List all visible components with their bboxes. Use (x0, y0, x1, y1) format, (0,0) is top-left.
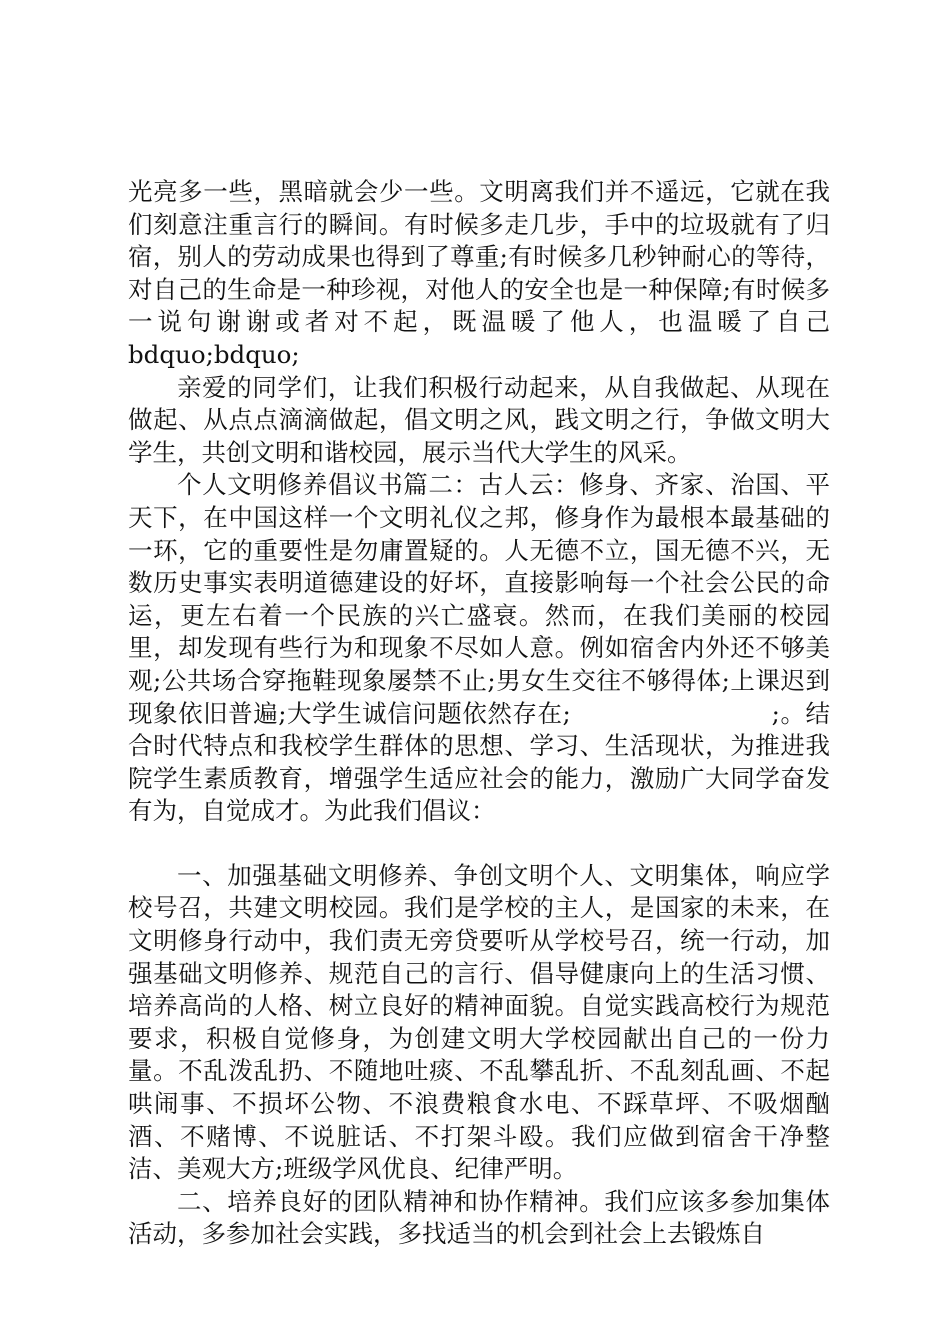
paragraph-point-two: 二、培养良好的团队精神和协作精神。我们应该多参加集体活动，多参加社会实践，多找适当的机会到社会上去锻炼自 (128, 1186, 830, 1249)
document-body (128, 176, 830, 1251)
paragraph-point-one: 一、加强基础文明修养、争创文明个人、文明集体，响应学校号召，共建文明校园。我们是学校的主人，是国家的未来，在文明修身行动中，我们责无旁贷要听从学校号召，统一行动，加强基础文明修养、规范自己的言行、倡导健康向上的生活习惯、培养高尚的人格、树立良好的精神面貌。自觉实践高校行为规范要求，积极自觉修身，为创建文明大学校园献出自己的一份力量。不乱泼乱扔、不随地吐痰、不乱攀乱折、不乱刻乱画、不起哄闹事、不损坏公物、不浪费粮食水电、不踩草坪、不吸烟酗酒、不赌博、不说脏话、不打架斗殴。我们应做到宿舍干净整洁、美观大方;班级学风优良、纪律严明。 (128, 860, 830, 1184)
paragraph-proposal-intro: 个人文明修养倡议书篇二：古人云：修身、齐家、治国、平天下，在中国这样一个文明礼仪之邦，修身作为最根本最基础的一环，它的重要性是勿庸置疑的。人无德不立，国无德不兴，无数历史事实表明道德建设的好坏，直接影响每一个社会公民的命运，更左右着一个民族的兴亡盛衰。然而，在我们美丽的校园里，却发现有些行为和现象不尽如人意。例如宿舍内外还不够美观;公共场合穿拖鞋现象屡禁不止;男女生交往不够得体;上课迟到现象依旧普遍;大学生诚信问题依然存在; ;。结合时代特点和我校学生群体的思想、学习、生活现状，为推进我院学生素质教育，增强学生适应社会的能力，激励广大同学奋发有为，自觉成才。为此我们倡议： (128, 470, 830, 826)
paragraph-continuation: 光亮多一些，黑暗就会少一些。文明离我们并不遥远，它就在我们刻意注重言行的瞬间。有时候多走几步，手中的垃圾就有了归宿，别人的劳动成果也得到了尊重;有时候多几秒钟耐心的等待，对自己的生命是一种珍视，对他人的安全也是一种保障;有时候多一说句谢谢或者对不起，既温暖了他人，也温暖了自己 bdquo;bdquo; (128, 177, 830, 369)
paragraph-gap (128, 828, 830, 860)
paragraph-appeal: 亲爱的同学们，让我们积极行动起来，从自我做起、从现在做起、从点点滴滴做起，倡文明之风，践文明之行，争做文明大学生，共创文明和谐校园，展示当代大学生的风采。 (128, 372, 830, 467)
